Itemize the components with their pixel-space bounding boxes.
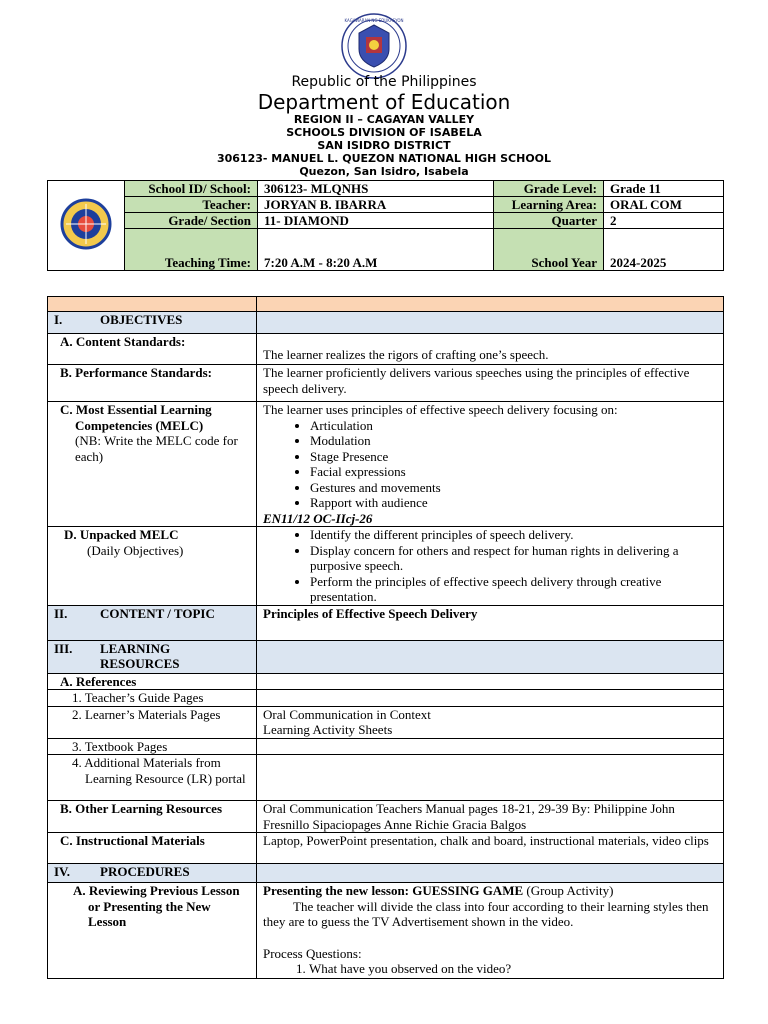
district-text: SAN ISIDRO DISTRICT	[317, 139, 451, 152]
performance-standards-label: B. Performance Standards:	[48, 365, 257, 402]
review-heading: Presenting the new lesson: GUESSING GAME (Group Activity)	[263, 883, 614, 898]
lm-value-2: Learning Activity Sheets	[263, 722, 393, 737]
school-year-label: School Year	[494, 229, 604, 271]
review-label: A. Reviewing Previous Lesson or Presenting the New Lesson	[73, 883, 240, 929]
melc-label-cell	[48, 402, 257, 527]
process-questions	[263, 961, 717, 977]
school-id-label: School ID/ School:	[125, 181, 258, 197]
content-standards-value: The learner realizes the rigors of crafting one’s speech.	[257, 334, 724, 365]
textbook-label: 3. Textbook Pages	[48, 738, 257, 755]
school-id-value: 306123- MLQNHS	[258, 181, 494, 197]
unpacked-item: • Perform the principles of effective speech delivery through creative presentation.	[310, 574, 717, 605]
unpacked-list	[263, 527, 717, 605]
unpacked-label-cell	[48, 527, 257, 606]
lm-value-1: Oral Communication in Context	[263, 706, 431, 722]
grade-level-value: Grade 11	[604, 181, 724, 197]
melc-label-2: Competencies (MELC)	[75, 417, 204, 433]
procedures-heading: IV. PROCEDURES	[48, 864, 257, 883]
deped-seal-image	[339, 13, 409, 79]
lesson-plan-table	[47, 296, 724, 979]
teaching-time-label: Teaching Time:	[125, 229, 258, 271]
lm-label: 2. Learner’s Materials Pages	[48, 706, 257, 738]
references-label: A. References	[48, 673, 257, 690]
melc-value-cell	[257, 402, 724, 527]
school-year-value: 2024-2025	[604, 229, 724, 271]
review-value-cell	[257, 883, 724, 979]
performance-standards-value: The learner proficiently delivers various speeches using the principles of effective speech delivery.	[257, 365, 724, 402]
tg-label: 1. Teacher’s Guide Pages	[48, 690, 257, 707]
content-standards-label: A. Content Standards:	[48, 334, 257, 365]
republic-text: Republic of the Philippines	[291, 74, 477, 90]
lm-value-cell	[257, 706, 724, 738]
other-resources-value: Oral Communication Teachers Manual pages 18-21, 29-39 By: Philippine John Fresnillo Sipaciopages Anne Richie Gracia Balgos	[257, 801, 724, 833]
melc-code: EN11/12 OC-IIcj-26	[263, 510, 373, 526]
melc-label: C. Most Essential Learning	[60, 402, 212, 417]
svg-text:KAGAWARAN NG EDUKASYON: KAGAWARAN NG EDUKASYON	[344, 18, 404, 23]
content-topic-value: Principles of Effective Speech Delivery	[257, 605, 724, 640]
unpacked-value-cell	[257, 527, 724, 606]
school-logo-cell	[48, 181, 125, 271]
division-text: SCHOOLS DIVISION OF ISABELA	[286, 126, 482, 139]
grade-section-value: 11- DIAMOND	[258, 213, 494, 229]
melc-item: • Modulation	[310, 433, 717, 449]
unpacked-sub: (Daily Objectives)	[87, 542, 184, 558]
melc-item: • Stage Presence	[310, 449, 717, 465]
resources-heading: III. LEARNING RESOURCES	[48, 640, 257, 673]
objectives-heading: I. OBJECTIVES	[48, 312, 257, 334]
teaching-time-value: 7:20 A.M - 8:20 A.M	[258, 229, 494, 271]
melc-list	[263, 418, 717, 511]
info-table	[47, 180, 724, 271]
region-text: REGION II – CAGAYAN VALLEY	[293, 113, 475, 126]
unpacked-item: • Identify the different principles of speech delivery.	[310, 527, 717, 543]
school-logo	[60, 198, 112, 250]
unpacked-label: D. Unpacked MELC	[64, 527, 179, 542]
melc-item: • Rapport with audience	[310, 495, 717, 511]
content-heading: II. CONTENT / TOPIC	[48, 605, 257, 640]
instructional-value: Laptop, PowerPoint presentation, chalk and board, instructional materials, video clips	[257, 833, 724, 864]
quarter-value: 2	[604, 213, 724, 229]
instructional-label: C. Instructional Materials	[48, 833, 257, 864]
melc-intro: The learner uses principles of effective speech delivery focusing on:	[263, 402, 618, 417]
melc-item: • Gestures and movements	[310, 480, 717, 496]
quarter-label: Quarter	[494, 213, 604, 229]
review-label-cell	[48, 883, 257, 979]
department-title: Department of Education	[257, 90, 511, 114]
additional-label: 4. Additional Materials from Learning Resource (LR) portal	[48, 755, 257, 801]
teacher-value: JORYAN B. IBARRA	[258, 197, 494, 213]
learning-area-value: ORAL COM	[604, 197, 724, 213]
grade-section-label: Grade/ Section	[125, 213, 258, 229]
process-label: Process Questions:	[263, 945, 362, 961]
review-text: The teacher will divide the class into four according to their learning styles then they are to guess the TV Advertisement shown in the video.	[263, 898, 709, 929]
teacher-label: Teacher:	[125, 197, 258, 213]
melc-item: • Articulation	[310, 418, 717, 434]
melc-note: (NB: Write the MELC code for each)	[75, 433, 238, 464]
process-question: 1. What have you observed on the video?	[309, 961, 717, 977]
school-name: 306123- MANUEL L. QUEZON NATIONAL HIGH SCHOOL	[216, 152, 552, 165]
learning-area-label: Learning Area:	[494, 197, 604, 213]
other-resources-label: B. Other Learning Resources	[48, 801, 257, 833]
unpacked-item: • Display concern for others and respect for human rights in delivering a purposive speech.	[310, 543, 717, 574]
school-address: Quezon, San Isidro, Isabela	[299, 165, 469, 178]
grade-level-label: Grade Level:	[494, 181, 604, 197]
melc-item: • Facial expressions	[310, 464, 717, 480]
header-band	[48, 297, 724, 312]
